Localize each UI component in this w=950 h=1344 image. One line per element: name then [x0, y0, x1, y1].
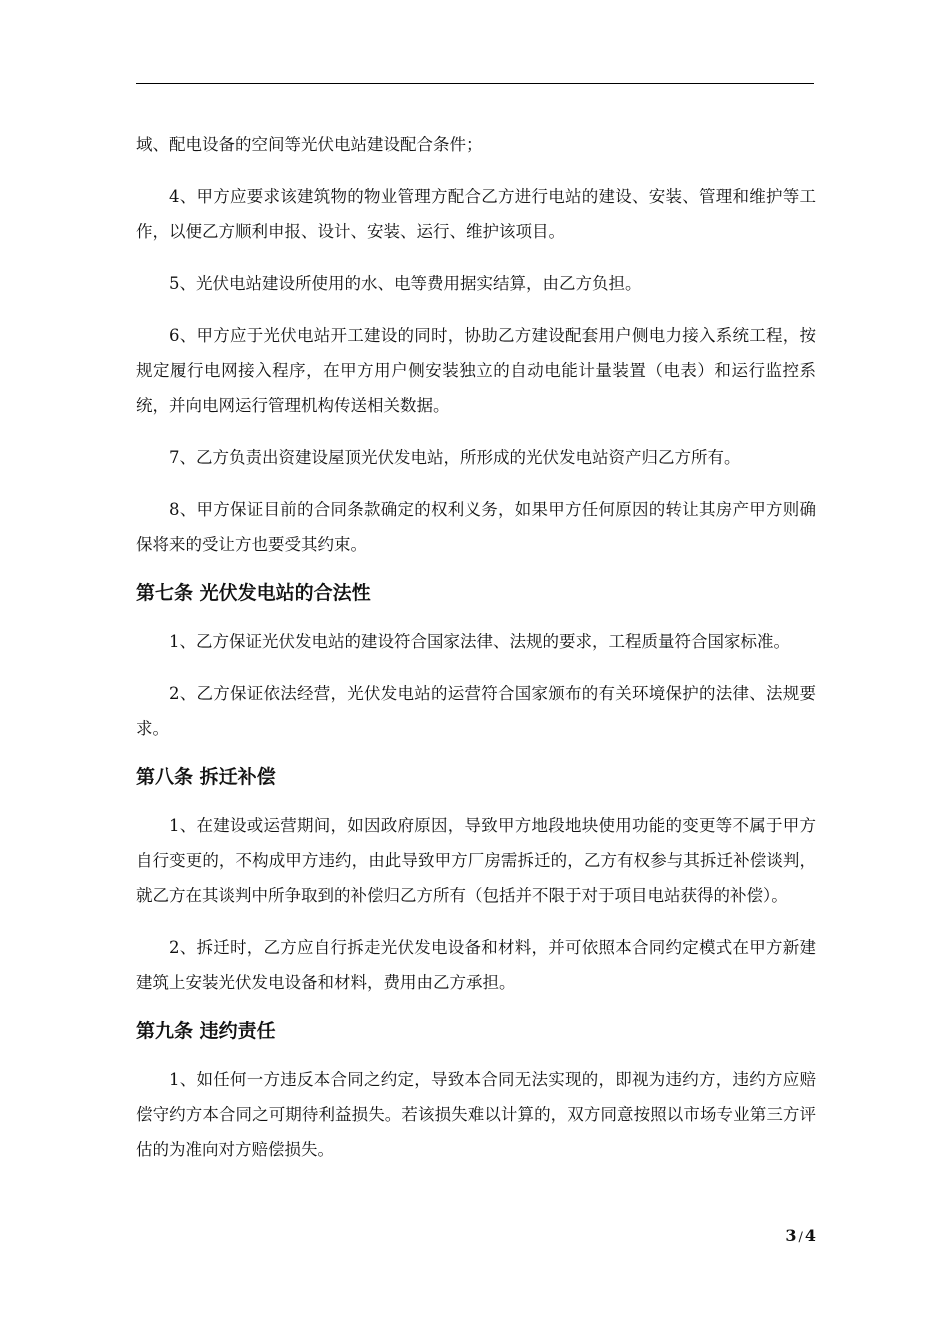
header-rule	[136, 83, 814, 84]
document-body	[136, 127, 816, 1184]
paragraph-clause-6: 6、甲方应于光伏电站开工建设的同时，协助乙方建设配套用户侧电力接入系统工程，按规定履行电网接入程序，在甲方用户侧安装独立的自动电能计量装置（电表）和运行监控系统，并向电网运行管理机构传送相关数据。	[136, 326, 816, 415]
article-9-heading: 第九条 违约责任	[136, 1020, 276, 1042]
article-7-heading: 第七条 光伏发电站的合法性	[136, 582, 371, 604]
page-separator: /	[798, 1230, 803, 1245]
article-7-clause-1: 1、乙方保证光伏发电站的建设符合国家法律、法规的要求，工程质量符合国家标准。	[169, 632, 790, 651]
paragraph-clause-7: 7、乙方负责出资建设屋顶光伏发电站，所形成的光伏发电站资产归乙方所有。	[169, 448, 741, 467]
article-8-clause-1: 1、在建设或运营期间，如因政府原因，导致甲方地段地块使用功能的变更等不属于甲方自行变更的，不构成甲方违约，由此导致甲方厂房需拆迁的，乙方有权参与其拆迁补偿谈判，就乙方在其谈判中所争取到的补偿归乙方所有（包括并不限于对于项目电站获得的补偿）。	[136, 816, 816, 905]
article-9-clause-1: 1、如任何一方违反本合同之约定，导致本合同无法实现的，即视为违约方，违约方应赔偿守约方本合同之可期待利益损失。若该损失难以计算的，双方同意按照以市场专业第三方评估的为准向对方赔偿损失。	[136, 1070, 816, 1159]
paragraph-continuation: 域、配电设备的空间等光伏电站建设配合条件；	[136, 135, 483, 154]
paragraph-clause-8: 8、甲方保证目前的合同条款确定的权利义务，如果甲方任何原因的转让其房产甲方则确保将来的受让方也要受其约束。	[136, 500, 816, 554]
article-8-heading: 第八条 拆迁补偿	[136, 766, 276, 788]
page-total: 4	[804, 1226, 816, 1245]
article-7-clause-2: 2、乙方保证依法经营，光伏发电站的运营符合国家颁布的有关环境保护的法律、法规要求。	[136, 684, 816, 738]
paragraph-clause-5: 5、光伏电站建设所使用的水、电等费用据实结算，由乙方负担。	[169, 274, 642, 293]
page-current: 3	[785, 1226, 797, 1245]
paragraph-clause-4: 4、甲方应要求该建筑物的物业管理方配合乙方进行电站的建设、安装、管理和维护等工作，以便乙方顺利申报、设计、安装、运行、维护该项目。	[136, 187, 816, 241]
page-number	[785, 1226, 816, 1245]
article-8-clause-2: 2、拆迁时，乙方应自行拆走光伏发电设备和材料，并可依照本合同约定模式在甲方新建建筑上安装光伏发电设备和材料，费用由乙方承担。	[136, 938, 816, 992]
